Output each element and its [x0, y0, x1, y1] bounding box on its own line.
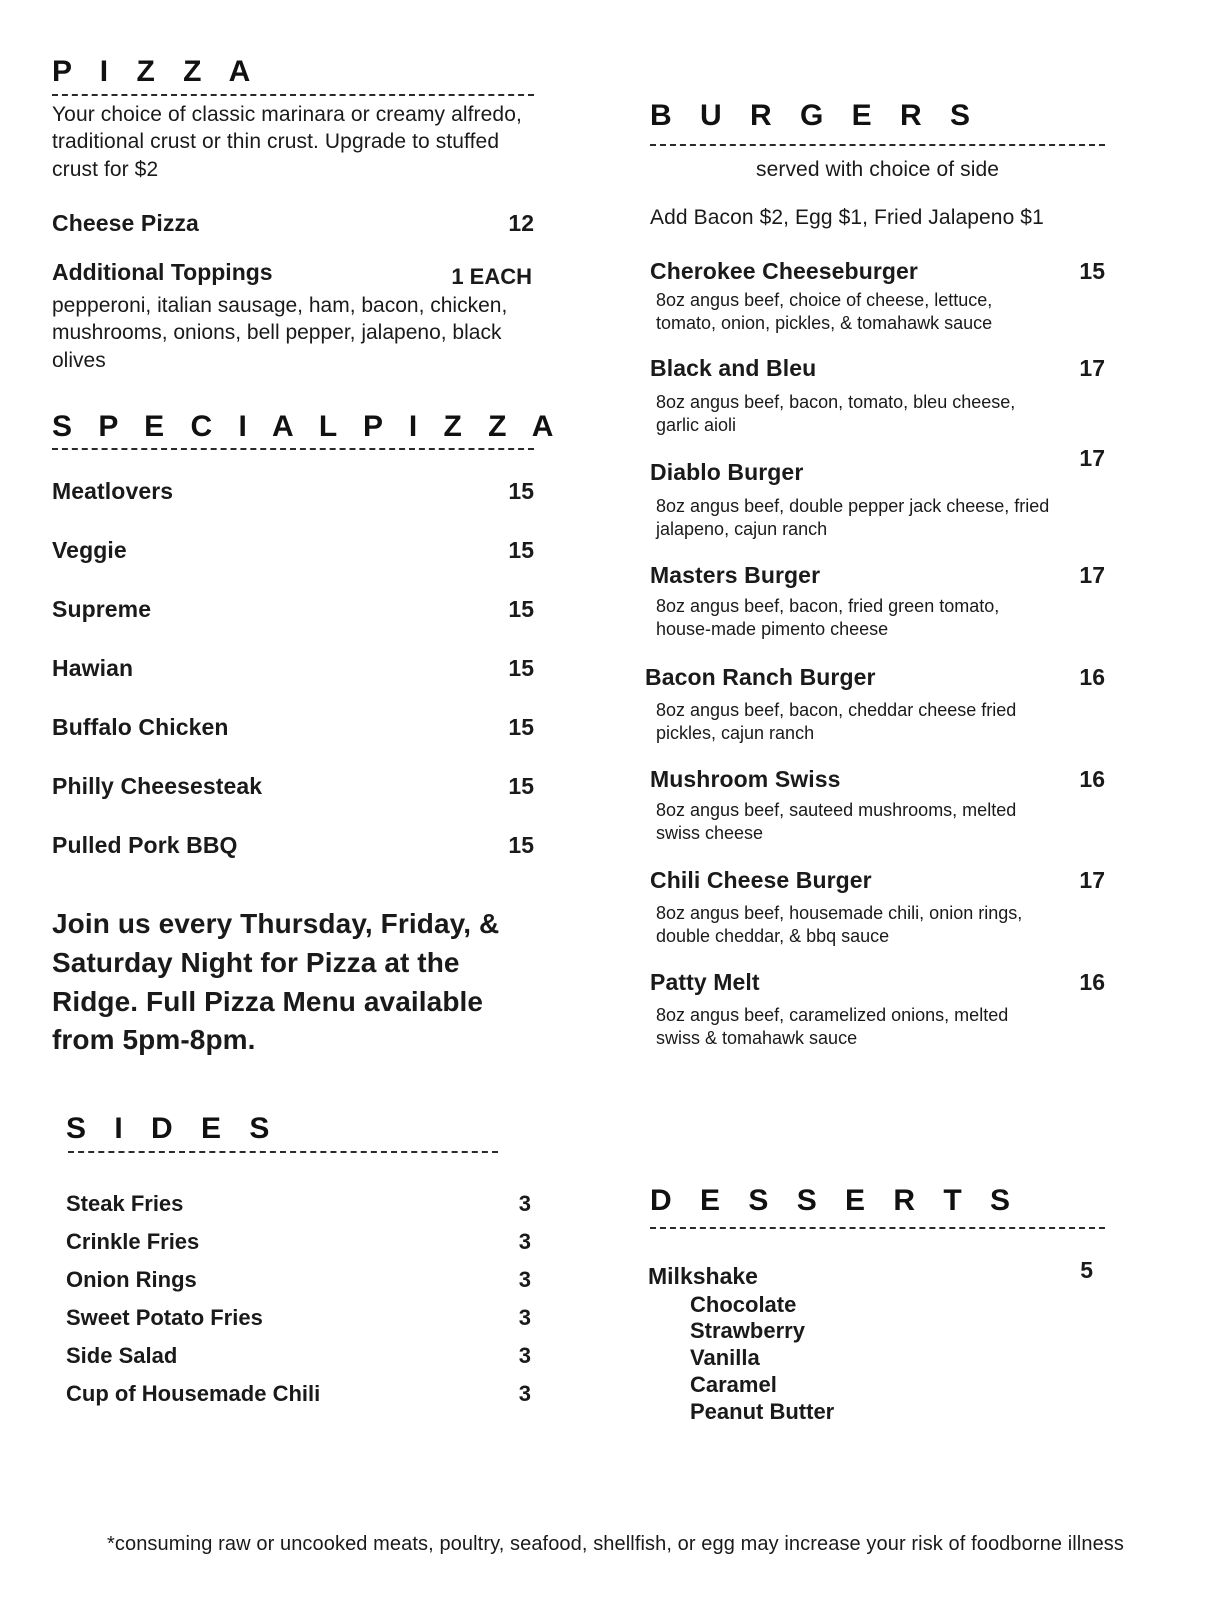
pizza-divider — [52, 94, 534, 96]
item-name: Cherokee Cheeseburger — [650, 257, 918, 284]
burgers-serving-note: served with choice of side — [755, 157, 1000, 181]
milkshake-flavor-list — [690, 1292, 1105, 1426]
menu-item-row — [52, 655, 534, 682]
sides-divider — [68, 1151, 498, 1153]
side-item-row — [66, 1229, 531, 1255]
burgers-section-heading: B U R G E R S — [650, 99, 981, 132]
menu-item-additional-toppings — [52, 258, 534, 289]
item-price: 3 — [518, 1342, 531, 1368]
item-price: 17 — [1079, 561, 1105, 588]
side-item-row — [66, 1191, 531, 1217]
burger-header — [650, 867, 1105, 894]
item-price: 3 — [518, 1228, 531, 1254]
burger-header — [650, 355, 1105, 382]
side-item-row — [66, 1381, 531, 1407]
item-description: 8oz angus beef, housemade chili, onion rings, double cheddar, & bbq sauce — [656, 902, 1023, 946]
item-name: Side Salad — [66, 1342, 178, 1368]
item-price: 3 — [518, 1380, 531, 1406]
flavor-item: Peanut Butter — [690, 1398, 835, 1424]
dessert-header — [648, 1256, 1105, 1290]
special-pizza-divider — [52, 448, 534, 450]
flavor-item: Caramel — [690, 1371, 777, 1397]
burger-header — [650, 258, 1105, 285]
sides-column — [66, 1113, 531, 1407]
burgers-addons-note: Add Bacon $2, Egg $1, Fried Jalapeno $1 — [650, 205, 1044, 229]
side-item-row — [66, 1305, 531, 1331]
toppings-list: pepperoni, italian sausage, ham, bacon, chicken, mushrooms, onions, bell pepper, jalapeno, black olives — [52, 293, 508, 373]
side-item-row — [66, 1343, 531, 1369]
burger-item — [650, 355, 1105, 437]
item-name: Buffalo Chicken — [52, 714, 229, 741]
desserts-section-heading: D E S S E R T S — [650, 1184, 1021, 1217]
item-name: Additional Toppings — [52, 258, 273, 285]
item-description: 8oz angus beef, double pepper jack cheese, fried jalapeno, cajun ranch — [656, 495, 1050, 539]
item-price: 1 EACH — [451, 263, 532, 289]
footer-disclaimer: *consuming raw or uncooked meats, poultry, seafood, shellfish, or egg may increase your risk of foodborne illness — [107, 1533, 1124, 1555]
burger-item — [650, 766, 1105, 845]
item-name: Philly Cheesesteak — [52, 773, 263, 800]
burger-header — [650, 969, 1105, 996]
item-name: Onion Rings — [66, 1266, 197, 1292]
item-name: Masters Burger — [650, 561, 821, 588]
sides-list — [66, 1191, 531, 1407]
item-name: Cup of Housemade Chili — [66, 1380, 321, 1406]
item-price: 17 — [1079, 444, 1105, 471]
item-price: 15 — [508, 832, 534, 859]
burger-header — [645, 663, 1105, 691]
burger-item — [650, 444, 1105, 541]
special-pizza-section-heading: S P E C I A L P I Z Z A — [52, 409, 563, 443]
menu-item-cheese-pizza — [52, 210, 534, 237]
item-name: Supreme — [52, 596, 152, 623]
special-pizza-list — [52, 478, 534, 859]
menu-item-row — [52, 773, 534, 800]
burger-item — [650, 258, 1105, 335]
menu-item-row — [52, 832, 534, 859]
item-price: 3 — [518, 1304, 531, 1330]
item-name: Cheese Pizza — [52, 209, 199, 236]
burger-header — [650, 766, 1105, 793]
item-description: 8oz angus beef, caramelized onions, melted swiss & tomahawk sauce — [656, 1004, 1009, 1048]
item-price: 15 — [508, 714, 534, 741]
item-name: Veggie — [52, 537, 127, 564]
burgers-column — [645, 99, 1105, 1050]
item-price: 3 — [518, 1266, 531, 1292]
item-name: Chili Cheese Burger — [650, 866, 872, 893]
item-name: Black and Bleu — [650, 354, 817, 381]
burger-item — [650, 867, 1105, 948]
item-name: Mushroom Swiss — [650, 765, 841, 792]
item-price: 15 — [508, 478, 534, 505]
burger-item — [645, 663, 1105, 745]
item-name: Milkshake — [648, 1262, 758, 1289]
pizza-column — [52, 55, 563, 1060]
item-price: 5 — [1080, 1256, 1093, 1283]
item-price: 15 — [508, 773, 534, 800]
item-description: 8oz angus beef, bacon, cheddar cheese fried pickles, cajun ranch — [656, 699, 1017, 743]
side-item-row — [66, 1267, 531, 1293]
item-name: Steak Fries — [66, 1190, 184, 1216]
pizza-section-heading: P I Z Z A — [52, 55, 261, 88]
burgers-divider — [650, 144, 1105, 146]
item-price: 12 — [508, 209, 534, 236]
item-description: 8oz angus beef, choice of cheese, lettuce, tomato, onion, pickles, & tomahawk sauce — [656, 289, 993, 333]
menu-item-row — [52, 596, 534, 623]
item-description: 8oz angus beef, sauteed mushrooms, melted swiss cheese — [656, 799, 1017, 843]
item-name: Hawian — [52, 655, 134, 682]
desserts-divider — [650, 1227, 1105, 1229]
flavor-item: Strawberry — [690, 1318, 805, 1344]
item-name: Patty Melt — [650, 968, 760, 995]
item-description: 8oz angus beef, bacon, fried green tomato, house-made pimento cheese — [656, 595, 1000, 639]
dessert-item-milkshake — [648, 1256, 1105, 1426]
item-name: Crinkle Fries — [66, 1228, 200, 1254]
menu-item-row — [52, 714, 534, 741]
item-price: 3 — [518, 1190, 531, 1216]
item-price: 17 — [1079, 866, 1105, 893]
item-name: Diablo Burger — [650, 458, 804, 485]
item-price: 16 — [1079, 765, 1105, 792]
menu-item-row — [52, 537, 534, 564]
burger-item — [650, 562, 1105, 641]
burger-item — [650, 969, 1105, 1050]
item-price: 15 — [508, 537, 534, 564]
pizza-intro-text: Your choice of classic marinara or creamy alfredo, traditional crust or thin crust. Upgrade to stuffed crust for $2 — [52, 102, 522, 181]
item-name: Pulled Pork BBQ — [52, 832, 238, 859]
item-name: Sweet Potato Fries — [66, 1304, 263, 1330]
item-price: 15 — [508, 655, 534, 682]
item-name: Meatlovers — [52, 478, 174, 505]
item-price: 15 — [1079, 257, 1105, 284]
desserts-column — [650, 1185, 1105, 1426]
menu-item-row — [52, 478, 534, 505]
burger-header — [650, 444, 1105, 486]
item-price: 17 — [1079, 354, 1105, 381]
burger-header — [650, 562, 1105, 589]
item-description: 8oz angus beef, bacon, tomato, bleu cheese, garlic aioli — [656, 391, 1016, 435]
sides-section-heading: S I D E S — [66, 1112, 280, 1145]
item-price: 15 — [508, 596, 534, 623]
item-price: 16 — [1079, 663, 1105, 690]
flavor-item: Vanilla — [690, 1345, 760, 1371]
pizza-night-promo: Join us every Thursday, Friday, & Saturday Night for Pizza at the Ridge. Full Pizza Menu available from 5pm-8pm. — [52, 908, 500, 1056]
item-price: 16 — [1079, 968, 1105, 995]
item-name: Bacon Ranch Burger — [645, 663, 876, 690]
flavor-item: Chocolate — [690, 1291, 797, 1317]
